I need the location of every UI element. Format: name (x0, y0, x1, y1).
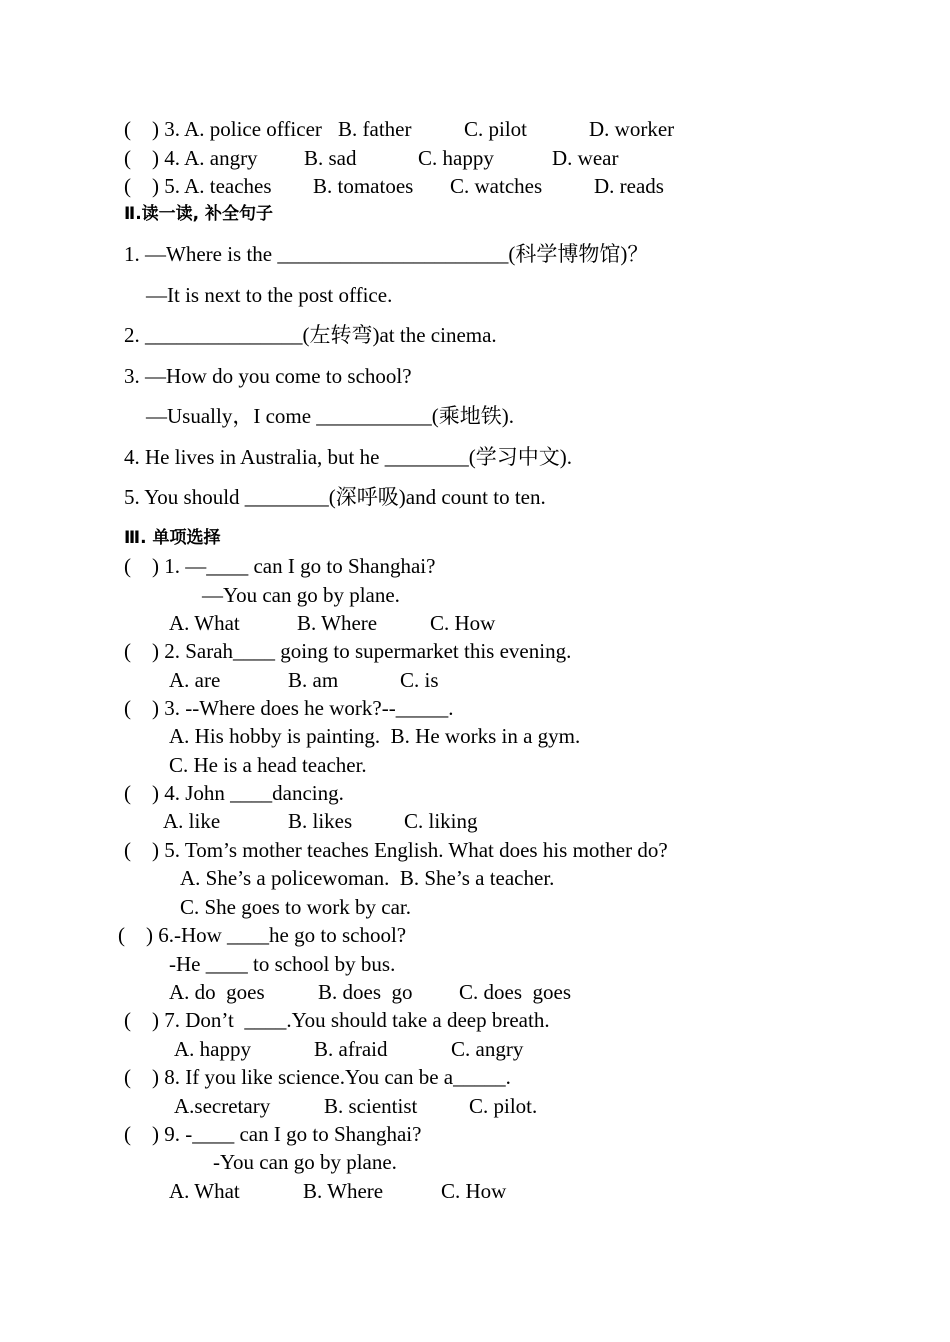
options-line: C. She goes to work by car. (180, 895, 411, 919)
question-stem: ( ) 6.-How ____he go to school? (118, 923, 407, 947)
sentence-line: 1. —Where is the ______________________(科学博物馆)？ (124, 242, 649, 266)
sentence-line: —Usually，I come ___________(乘地铁). (146, 404, 515, 428)
option-b: B. Where (303, 1179, 384, 1203)
question-stem: ( ) 4. A. angry (124, 146, 258, 170)
option-d: D. worker (589, 117, 675, 141)
question-stem: ( ) 1. —____ can I go to Shanghai? (124, 554, 436, 578)
option-b: B. Where (297, 611, 378, 635)
option-c: C. is (400, 668, 439, 692)
question-stem: ( ) 7. Don’t ____.You should take a deep breath. (124, 1008, 550, 1032)
option-a: A.secretary (174, 1094, 271, 1118)
answer-line: -You can go by plane. (213, 1150, 397, 1174)
options-line: A. She’s a policewoman. B. She’s a teacher. (180, 866, 555, 890)
question-stem: ( ) 3. --Where does he work?--_____. (124, 696, 454, 720)
question-stem: ( ) 4. John ____dancing. (124, 781, 344, 805)
question-stem: ( ) 3. A. police officer (124, 117, 322, 141)
option-d: D. reads (594, 174, 664, 198)
question-stem: ( ) 5. Tom’s mother teaches English. What does his mother do? (124, 838, 668, 862)
option-a: A. like (163, 809, 221, 833)
option-b: B. am (288, 668, 339, 692)
sentence-line: 5. You should ________(深呼吸)and count to ten. (124, 485, 546, 509)
option-c: C. liking (404, 809, 478, 833)
option-b: B. sad (304, 146, 357, 170)
option-c: C. How (430, 611, 496, 635)
sentence-line: 4. He lives in Australia, but he ________(学习中文). (124, 445, 572, 469)
option-c: C. pilot. (469, 1094, 538, 1118)
option-c: C. angry (451, 1037, 524, 1061)
sentence-line: 3. —How do you come to school? (124, 364, 412, 388)
option-d: D. wear (552, 146, 619, 170)
option-a: A. What (169, 1179, 240, 1203)
section-heading: Ⅲ. 单项选择 (124, 528, 221, 548)
question-stem: ( ) 2. Sarah____ going to supermarket this evening. (124, 639, 572, 663)
answer-line: -He ____ to school by bus. (169, 952, 396, 976)
option-b: B. scientist (324, 1094, 418, 1118)
option-b: B. father (338, 117, 412, 141)
options-line: C. He is a head teacher. (169, 753, 367, 777)
section-heading: Ⅱ.读一读, 补全句子 (124, 204, 274, 224)
option-c: C. does goes (459, 980, 571, 1004)
option-b: B. does go (318, 980, 413, 1004)
question-stem: ( ) 9. -____ can I go to Shanghai? (124, 1122, 422, 1146)
option-c: C. How (441, 1179, 507, 1203)
sentence-line: —It is next to the post office. (146, 283, 393, 307)
option-c: C. watches (450, 174, 543, 198)
option-c: C. pilot (464, 117, 528, 141)
option-c: C. happy (418, 146, 494, 170)
options-row (0, 1177, 507, 1289)
option-a: A. What (169, 611, 240, 635)
question-stem: ( ) 5. A. teaches (124, 174, 272, 198)
question-stem: ( ) 8. If you like science.You can be a_____. (124, 1065, 511, 1089)
sentence-line: 2. _______________(左转弯)at the cinema. (124, 323, 497, 347)
option-b: B. tomatoes (313, 174, 414, 198)
option-b: B. afraid (314, 1037, 388, 1061)
option-a: A. happy (174, 1037, 251, 1061)
option-a: A. are (169, 668, 221, 692)
answer-line: —You can go by plane. (202, 583, 400, 607)
options-line: A. His hobby is painting. B. He works in a gym. (169, 724, 581, 748)
option-b: B. likes (288, 809, 353, 833)
option-a: A. do goes (169, 980, 265, 1004)
